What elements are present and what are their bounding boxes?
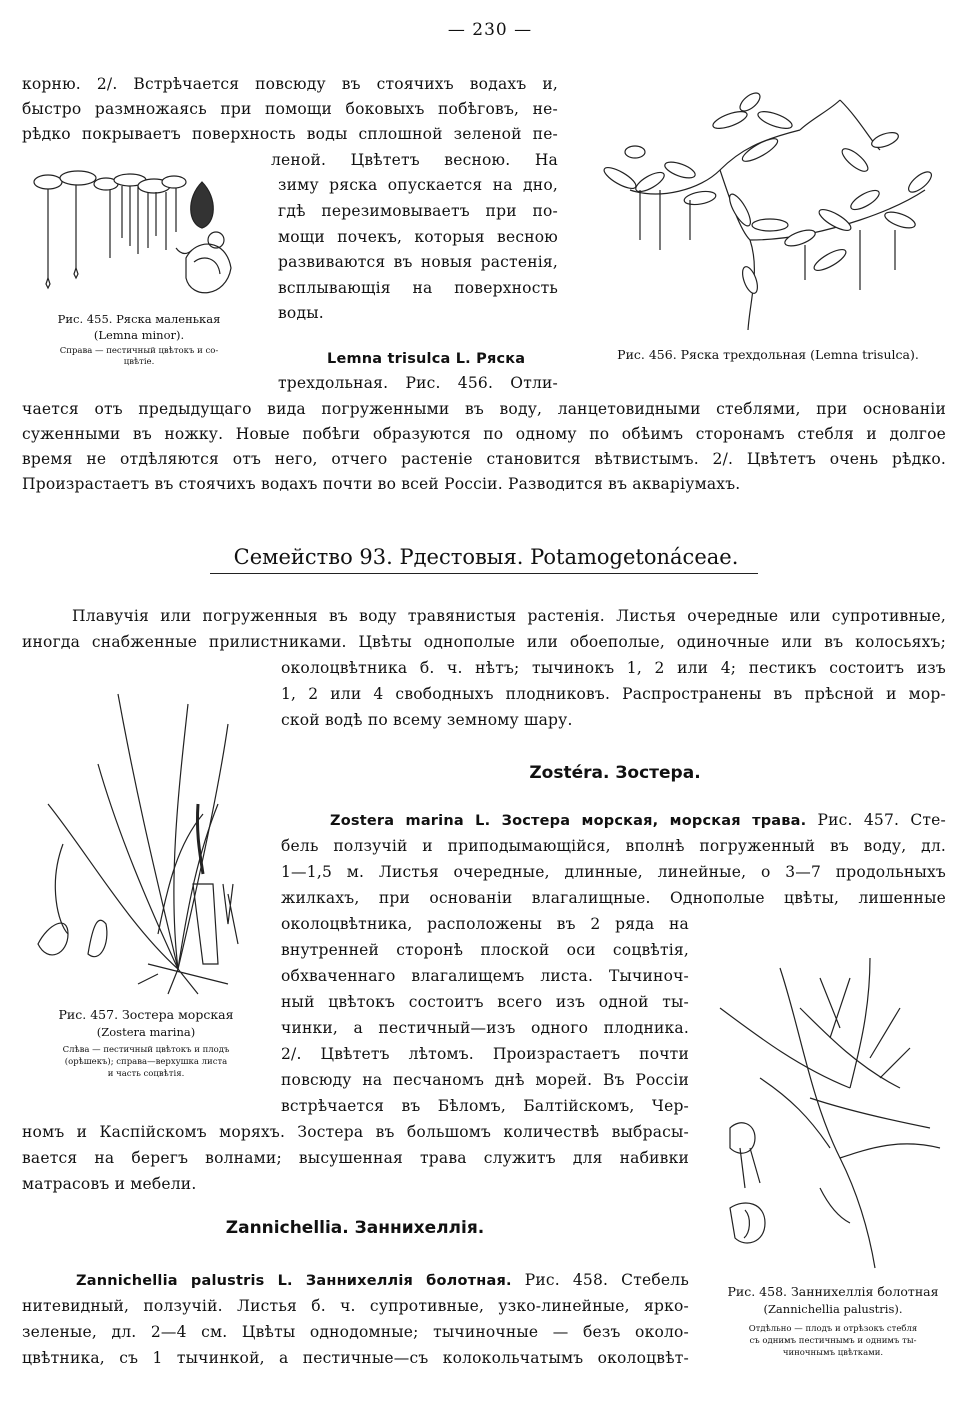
text-line: нитевидный, ползучій. Листья б. ч. супротивные, узко-линейные, ярко- <box>22 1297 689 1315</box>
text-line: ный цвѣтокъ состоитъ всего изъ одной ты- <box>281 993 689 1011</box>
fig455-latin: (Lemna minor). <box>93 328 185 342</box>
species-name: Zannichellia palustris L. Заннихеллія болотная. <box>76 1273 512 1289</box>
text-line: рѣдко покрываетъ поверхность воды сплошной зеленой пе- <box>22 125 558 143</box>
text-line: воды. <box>278 304 324 322</box>
text-line: быстро размножаясь при помощи боковыхъ побѣговъ, не- <box>22 100 558 118</box>
lemna-trisulca-illustration <box>600 90 940 335</box>
text-line: корню. 2/. Встрѣчается повсюду въ стоячихъ водахъ и, <box>22 75 558 93</box>
fig458-caption: Рис. 458. Заннихеллія болотная <box>727 1284 939 1299</box>
fig457-note: Слѣва — пестичный цвѣтокъ и плодъ <box>62 1045 230 1055</box>
species-name: Lemna trisulca L. Ряска <box>327 351 526 367</box>
fig455-caption: Рис. 455. Ряска маленькая <box>57 312 221 326</box>
text-line: номъ и Каспійскомъ моряхъ. Зостера въ большомъ количествѣ выбрасы- <box>22 1123 689 1141</box>
text-line: Произрастаетъ въ стоячихъ водахъ почти во всей Россіи. Разводится въ акваріумахъ. <box>22 475 741 493</box>
text-line: матрасовъ и мебели. <box>22 1175 197 1193</box>
text-line: обхваченнаго влагалищемъ листа. Тычиноч- <box>281 967 689 985</box>
fig458-latin: (Zannichellia palustris). <box>763 1302 903 1316</box>
text-line: повсюду на песчаномъ днѣ морей. Въ Россіи <box>281 1071 689 1089</box>
zostera-heading: Zostéra. Зостера. <box>529 763 701 783</box>
text-line: суженными въ ножку. Новые побѣги образуются по одному по обѣимъ сторонамъ стебля и долгое <box>22 425 946 443</box>
text-line: зеленые, дл. 2—4 см. Цвѣты однодомные; тычиночные — безъ околo- <box>22 1323 689 1341</box>
text-line: леной. Цвѣтетъ весною. На <box>271 151 558 169</box>
text-line: 1—1,5 м. Листья очередные, длинные, линейные, о 3—7 продольныхъ <box>281 863 946 881</box>
heading-rule <box>210 573 758 574</box>
fig457-latin: (Zostera marina) <box>96 1025 196 1039</box>
text-line: жилкахъ, при основаніи влагалищные. Однополые цвѣты, лишенные <box>281 889 946 907</box>
fig458-note: Отдѣльно — плодъ и отрѣзокъ стебля <box>748 1324 918 1334</box>
text-line: развиваются въ новыя растенія, <box>278 253 558 271</box>
text-line: вается на берегъ волнами; высушенная трава служитъ для набивки <box>22 1149 689 1167</box>
text-line: время не отдѣляются отъ него, отчего растеніе становится вѣтвистымъ. 2/. Цвѣтетъ очень рѣдко. <box>22 450 946 468</box>
text-line: зиму ряска опускается на дно, <box>278 176 558 194</box>
text-line: Плавучія или погруженныя въ воду травянистыя растенія. Листья очередные или супротивные, <box>72 607 946 625</box>
fig458-note: съ однимъ пестичнымъ и однимъ ты- <box>749 1336 917 1346</box>
text-fragment: Рис. 457. Сте- <box>806 811 946 829</box>
text-line: 1, 2 или 4 свободныхъ плодниковъ. Распространены въ прѣсной и мор- <box>281 685 946 703</box>
zannichellia-heading: Zannichellia. Заннихеллія. <box>225 1218 485 1238</box>
zannichellia-illustration <box>700 948 950 1278</box>
fig458-note: чиночнымъ цвѣтками. <box>782 1348 884 1358</box>
text-line: мощи почекъ, которыя весною <box>278 228 558 246</box>
text-line: околоцвѣтника б. ч. нѣтъ; тычинокъ 1, 2 или 4; пестикъ состоитъ изъ <box>281 659 946 677</box>
fig456-caption: Рис. 456. Ряска трехдольная (Lemna trisulca). <box>617 347 919 362</box>
text-line: чается отъ предыдущаго вида погруженными въ воду, ланцетовидными стеблями, при основаніи <box>22 400 946 418</box>
text-line: внутренней сторонѣ плоской оси соцвѣтія, <box>281 941 689 959</box>
species-name: Zostera marina L. Зостера морская, морская трава. <box>330 813 807 829</box>
zostera-marina-illustration <box>28 684 260 1002</box>
fig455-note: цвѣтіе. <box>123 357 155 367</box>
text-line: иногда снабженные прилистниками. Цвѣты однополые или обоеполые, одиночные или въ колосьяхъ; <box>22 633 946 651</box>
text-line: гдѣ перезимовываетъ при по- <box>278 202 558 220</box>
fig457-note: и часть соцвѣтія. <box>107 1069 185 1079</box>
text-line: чинки, а пестичный—изъ одного плодника. <box>281 1019 689 1037</box>
lemna-minor-illustration <box>26 158 248 308</box>
text-line: всплывающія на поверхность <box>278 279 558 297</box>
page-number: — 230 — <box>447 20 533 40</box>
text-line: трехдольная. Рис. 456. Отли- <box>278 374 558 392</box>
family-heading: Семейство 93. Рдестовыя. Potamogetonáceae. <box>233 545 739 569</box>
text-line: околоцвѣтника, расположены въ 2 ряда на <box>281 915 689 933</box>
text-line: 2/. Цвѣтетъ лѣтомъ. Произрастаетъ почти <box>281 1045 689 1063</box>
text-line: цвѣтника, съ 1 тычинкой, а пестичные—съ колокольчатымъ околоцвѣт- <box>22 1349 689 1367</box>
text-line: встрѣчается въ Бѣломъ, Балтійскомъ, Чер- <box>281 1097 689 1115</box>
text-fragment: Рис. 458. Стебель <box>511 1271 689 1289</box>
fig457-caption: Рис. 457. Зостера морская <box>58 1007 234 1022</box>
text-line: бель ползучій и приподымающійся, вполнѣ погруженный въ воду, дл. <box>281 837 946 855</box>
fig457-note: (орѣшекъ); справа—верхушка листа <box>64 1057 228 1067</box>
fig455-note: Справа — пестичный цвѣтокъ и со- <box>59 346 219 356</box>
text-line: ской водѣ по всему земному шару. <box>281 711 573 729</box>
